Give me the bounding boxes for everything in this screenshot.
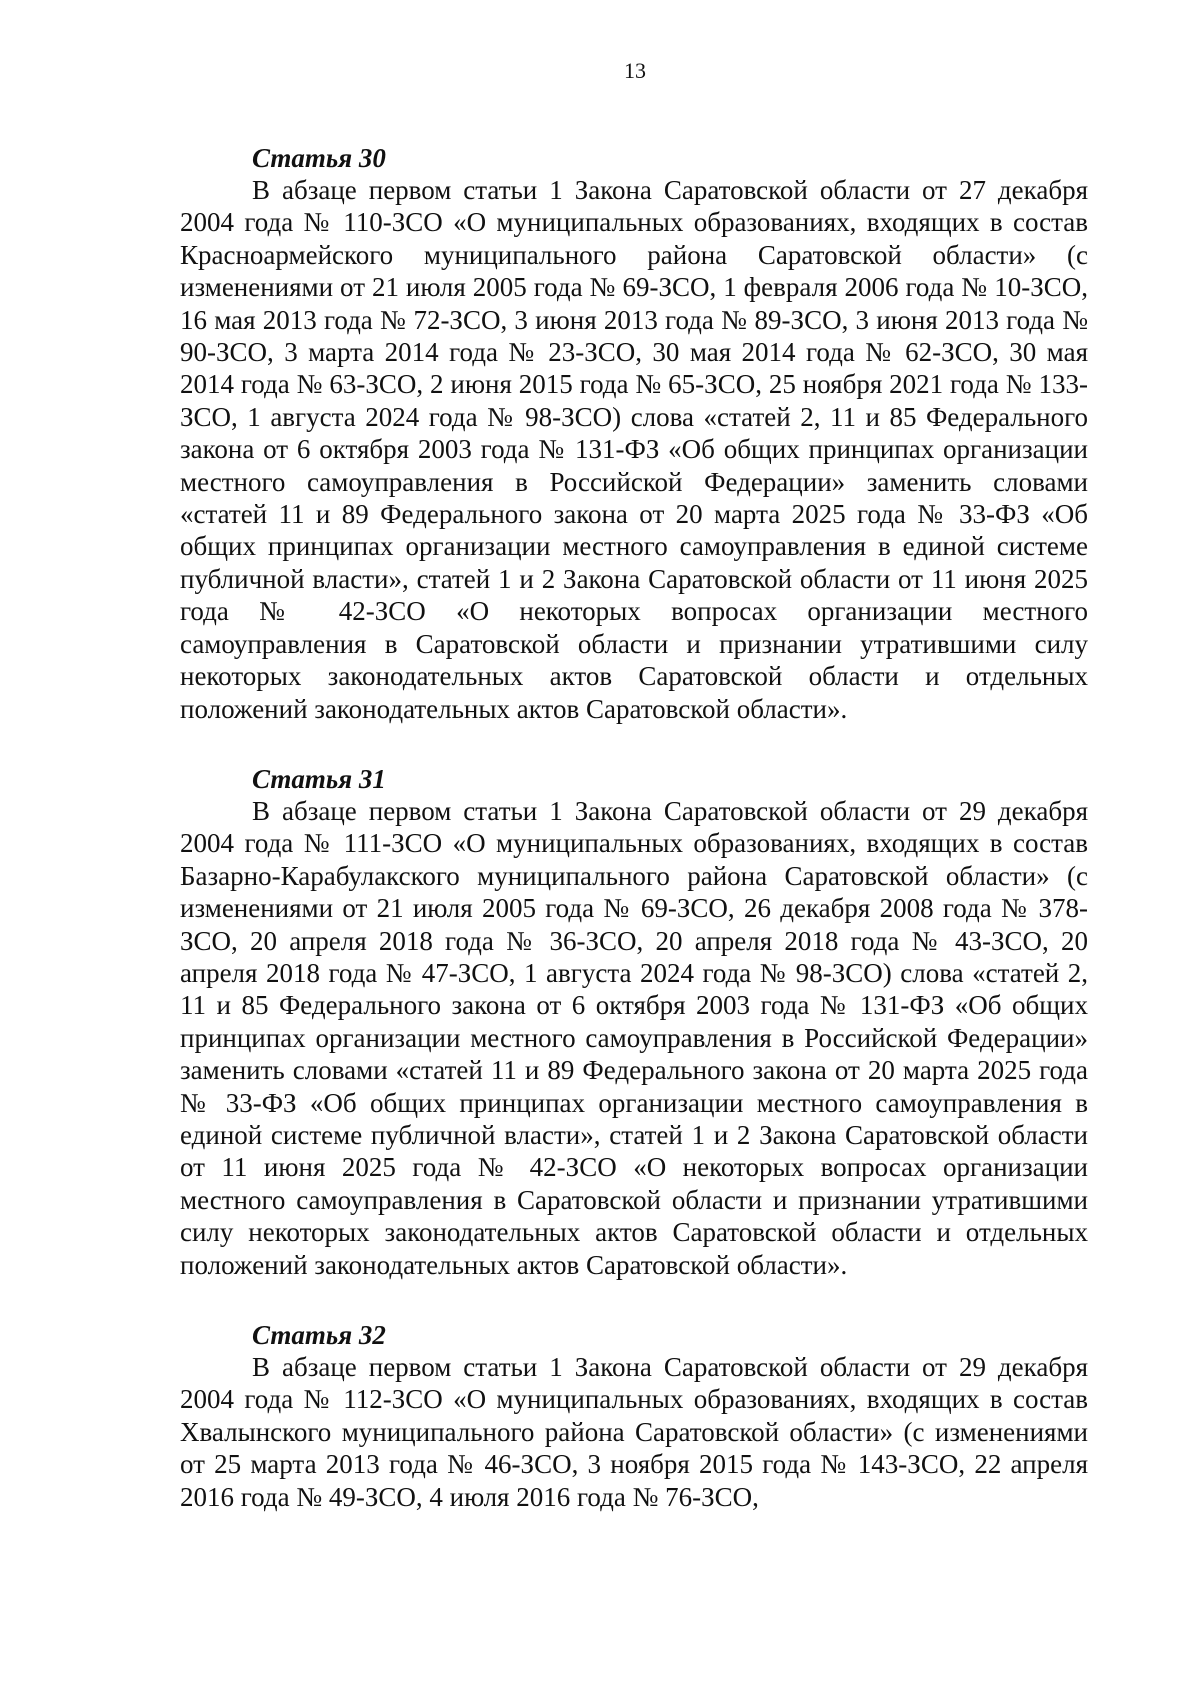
article-31 xyxy=(180,763,1088,1281)
article-text: В абзаце первом статьи 1 Закона Саратовской области от 27 декабря 2004 года № 110-ЗСО «О муниципальных образованиях, входящих в состав Красноармейского муниципального района Саратовской области» (с изменениями от 21 июля 2005 года № 69-ЗСО, 1 февраля 2006 года № 10-ЗСО, 16 мая 2013 года № 72-ЗСО, 3 июня 2013 года № 89-ЗСО, 3 июня 2013 года № 90-ЗСО, 3 марта 2014 года № 23-ЗСО, 30 мая 2014 года № 62-ЗСО, 30 мая 2014 года № 63-ЗСО, 2 июня 2015 года № 65-ЗСО, 25 ноября 2021 года № 133-ЗСО, 1 августа 2024 года № 98-ЗСО) слова «статей 2, 11 и 85 Федерального закона от 6 октября 2003 года № 131-ФЗ «Об общих принципах организации местного самоуправления в Российской Федерации» заменить словами «статей 11 и 89 Федерального закона от 20 марта 2025 года № 33-ФЗ «Об общих принципах организации местного самоуправления в единой системе публичной власти», статей 1 и 2 Закона Саратовской области от 11 июня 2025 года № 42-ЗСО «О некоторых вопросах организации местного самоуправления в Саратовской области и признании утратившими силу некоторых законодательных актов Саратовской области и отдельных положений законодательных актов Саратовской области». xyxy=(180,175,1088,724)
article-32 xyxy=(180,1319,1088,1513)
document-body xyxy=(180,142,1088,1551)
article-text: В абзаце первом статьи 1 Закона Саратовской области от 29 декабря 2004 года № 111-ЗСО «О муниципальных образованиях, входящих в состав Базарно-Карабулакского муниципального района Саратовской области» (с изменениями от 21 июля 2005 года № 69-ЗСО, 26 декабря 2008 года № 378-ЗСО, 20 апреля 2018 года № 36-ЗСО, 20 апреля 2018 года № 43-ЗСО, 20 апреля 2018 года № 47-ЗСО, 1 августа 2024 года № 98-ЗСО) слова «статей 2, 11 и 85 Федерального закона от 6 октября 2003 года № 131-ФЗ «Об общих принципах организации местного самоуправления в Российской Федерации» заменить словами «статей 11 и 89 Федерального закона от 20 марта 2025 года № 33-ФЗ «Об общих принципах организации местного самоуправления в единой системе публичной власти», статей 1 и 2 Закона Саратовской области от 11 июня 2025 года № 42-ЗСО «О некоторых вопросах организации местного самоуправления в Саратовской области и признании утратившими силу некоторых законодательных актов Саратовской области и отдельных положений законодательных актов Саратовской области». xyxy=(180,795,1088,1280)
article-title: Статья 30 xyxy=(252,143,386,173)
page-number: 13 xyxy=(624,58,646,83)
article-text: В абзаце первом статьи 1 Закона Саратовской области от 29 декабря 2004 года № 112-ЗСО «О муниципальных образованиях, входящих в состав Хвалынского муниципального района Саратовской области» (с изменениями от 25 марта 2013 года № 46-ЗСО, 3 ноября 2015 года № 143-ЗСО, 22 апреля 2016 года № 49-ЗСО, 4 июля 2016 года № 76-ЗСО, xyxy=(180,1352,1088,1512)
article-title: Статья 32 xyxy=(252,1320,386,1350)
article-30 xyxy=(180,142,1088,725)
article-title: Статья 31 xyxy=(252,763,386,794)
